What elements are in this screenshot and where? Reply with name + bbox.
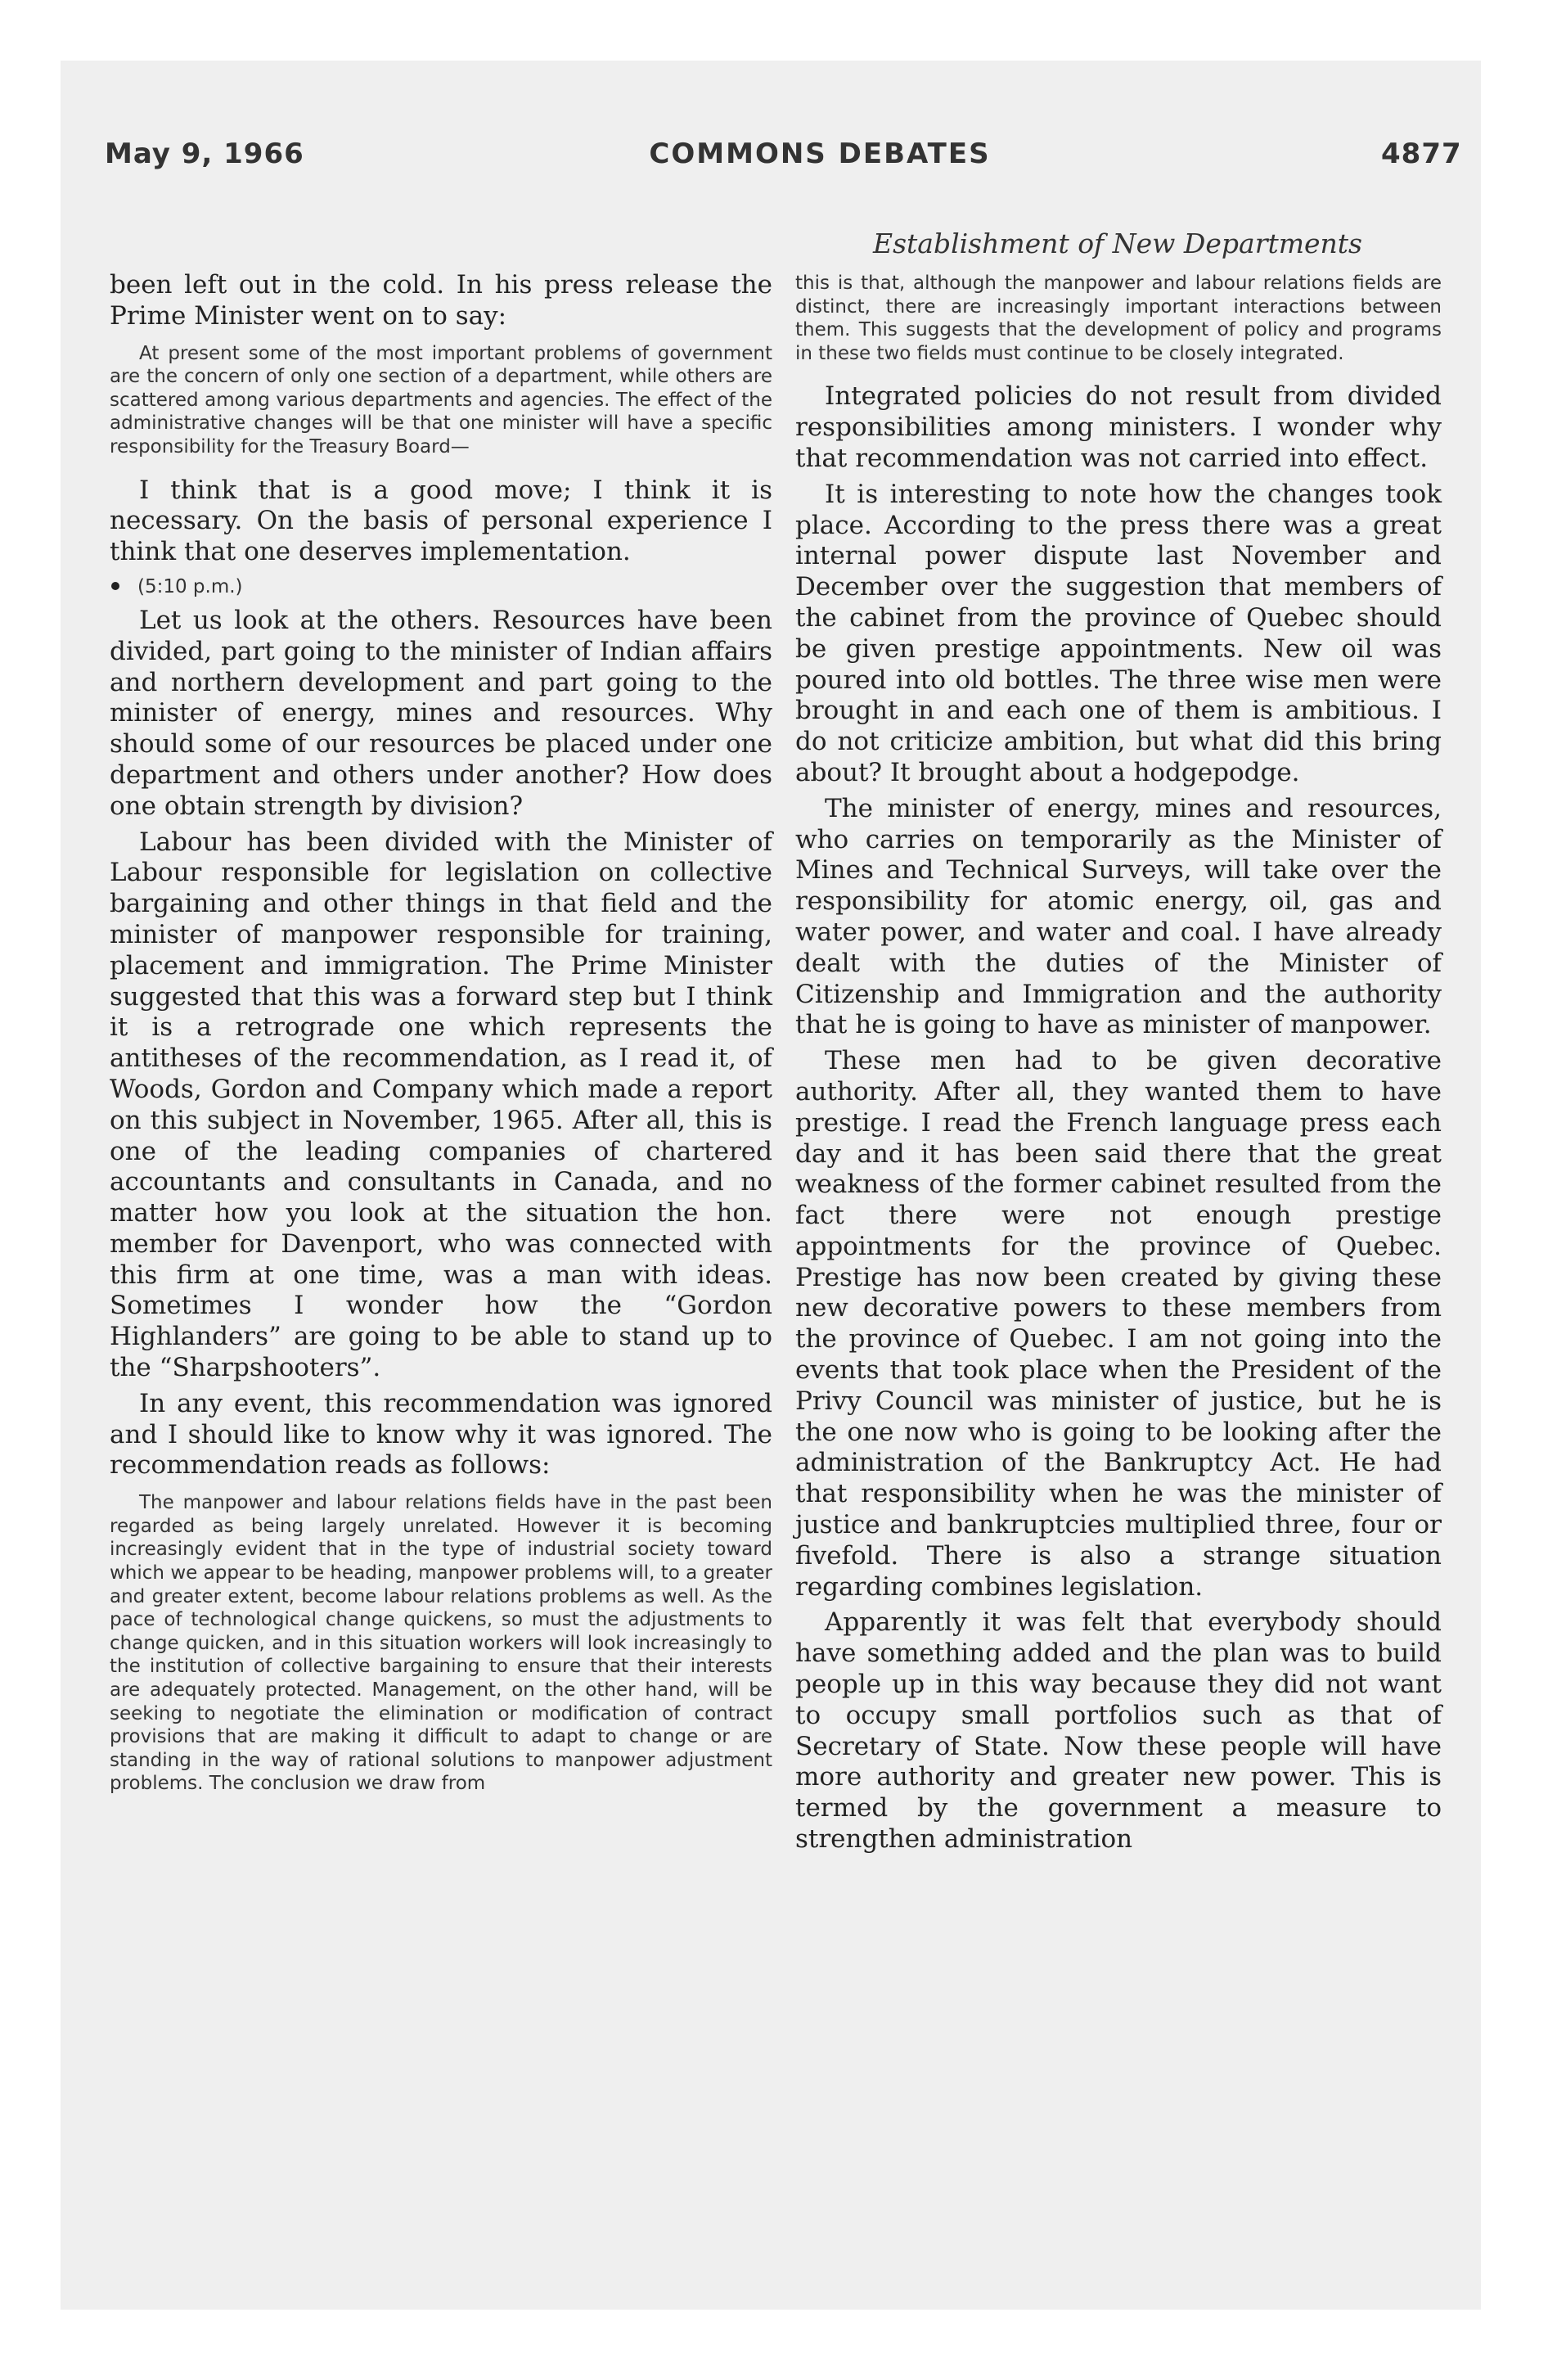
paragraph: I think that is a good move; I think it is necessary. On the basis of personal experience I think that one deserves implementation. (110, 475, 772, 567)
paragraph: Labour has been divided with the Minister of Labour responsible for legislation on collective bargaining and other things in that field and the minister of manpower responsible for training, placement and immigration. The Prime Minister suggested that this was a forward step but I think it is a retrograde one which represents the antitheses of the recommendation, as I read it, of Woods, Gordon and Company which made a report on this subject in November, 1965. After all, this is one of the leading companies of chartered accountants and consultants in Canada, and no matter how you look at the situation the hon. member for Davenport, who was connected with this firm at one time, was a man with ideas. Sometimes I wonder how the “Gordon Highlanders” are going to be able to stand up to the “Sharpshooters”. (110, 827, 772, 1383)
header-page-number: 4877 (1381, 137, 1462, 170)
paragraph: Integrated policies do not result from divided responsibilities among ministers. I wonder why that recommendation was not carried into effect. (795, 381, 1442, 473)
quotation-continued: this is that, although the manpower and labour relations fields are distinct, there are increasingly important interactions between them. This suggests that the development of policy and programs in these two fields must continue to be closely integrated. (795, 273, 1442, 364)
bullet-icon (111, 582, 119, 590)
paragraph: It is interesting to note how the changes took place. According to the press there was a great internal power dispute last November and December over the suggestion that members of the cabinet from the province of Quebec should be given prestige appointments. New oil was poured into old bottles. The three wise men were brought in and each one of them is ambitious. I do not criticize ambition, but what did this bring about? It brought about a hodgepodge. (795, 479, 1442, 787)
paragraph: Let us look at the others. Resources have been divided, part going to the minister of Indian affairs and northern development and part going to the minister of energy, mines and resources. Why should some of our resources be placed under one department and others under another? How does one obtain strength by division? (110, 605, 772, 821)
paragraph: been left out in the cold. In his press release the Prime Minister went on to say: (110, 270, 772, 331)
left-column (110, 270, 772, 1812)
paragraph: These men had to be given decorative authority. After all, they wanted them to have prestige. I read the French language press each day and it has been said there that the great weakness of the former cabinet resulted from the fact there were not enough prestige appointments for the province of Quebec. Prestige has now been created by giving these new decorative powers to these members from the province of Quebec. I am not going into the events that took place when the President of the Privy Council was minister of justice, but he is the one now who is going to be looking after the administration of the Bankruptcy Act. He had that responsibility when he was the minister of justice and bankruptcies multiplied three, four or fivefold. There is also a strange situation regarding combines legislation. (795, 1046, 1442, 1602)
paragraph: Apparently it was felt that everybody should have something added and the plan was to build people up in this way because they did not want to occupy small portfolios such as that of Secretary of State. Now these people will have more authority and greater new power. This is termed by the government a measure to strengthen administration (795, 1607, 1442, 1855)
quotation: The manpower and labour relations fields have in the past been regarded as being largely unrelated. However it is becoming increasingly evident that in the type of industrial society toward which we appear to be heading, manpower problems will, to a greater and greater extent, become labour relations problems as well. As the pace of technological change quickens, so must the adjustments to change quicken, and in this situation workers will look increasingly to the institution of collective bargaining to ensure that their interests are adequately protected. Management, on the other hand, will be seeking to negotiate the elimination or modification of contract provisions that are making it difficult to adapt to change or are standing in the way of rational solutions to manpower adjustment problems. The conclusion we draw from (110, 1492, 772, 1795)
timestamp-text: (5:10 p.m.) (137, 575, 243, 597)
paragraph: The minister of energy, mines and resources, who carries on temporarily as the Minister of Mines and Technical Surveys, will take over the responsibility for atomic energy, oil, gas and water power, and water and coal. I have already dealt with the duties of the Minister of Citizenship and Immigration and the authority that he is going to have as minister of manpower. (795, 793, 1442, 1040)
page-header (0, 137, 1548, 187)
right-column (795, 272, 1442, 1860)
header-title: COMMONS DEBATES (649, 137, 991, 170)
quotation: At present some of the most important problems of government are the concern of only one section of a department, while others are scattered among various departments and agencies. The effect of the administrative changes will be that one minister will have a specific responsibility for the Treasury Board— (110, 342, 772, 458)
header-date: May 9, 1966 (105, 137, 304, 170)
timestamp (110, 576, 772, 597)
paragraph: In any event, this recommendation was ignored and I should like to know why it was ignored. The recommendation reads as follows: (110, 1388, 772, 1481)
section-subheading: Establishment of New Departments (872, 228, 1362, 259)
